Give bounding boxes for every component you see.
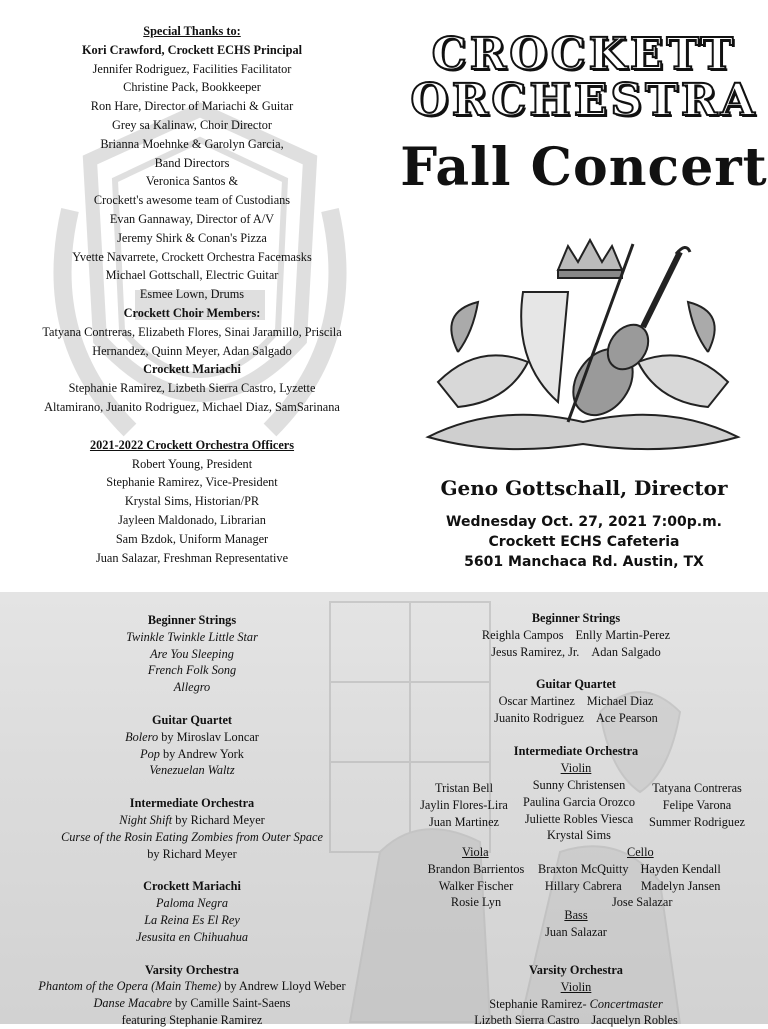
member: Braxton McQuitty: [538, 861, 629, 876]
violin-col-right: [642, 780, 752, 830]
piece-composer: by Richard Meyer: [172, 812, 265, 827]
mariachi-heading: Crockett Mariachi: [143, 362, 241, 377]
program-heading-beginner: Beginner Strings: [147, 613, 237, 627]
title-crockett: CROCKETT: [431, 29, 737, 80]
piece-title: Curse of the Rosin Eating Zombies from Outer Space: [61, 829, 323, 844]
section-label-bass: Bass: [564, 908, 588, 922]
program-heading-guitar: Guitar Quartet: [151, 712, 233, 727]
member: Jose Salazar: [612, 895, 673, 910]
member: Juan Martinez: [429, 814, 499, 829]
piece-composer: by Camille Saint-Saens: [171, 996, 291, 1011]
title-fall-concert: Fall Concert: [400, 137, 768, 198]
officer: Robert Young, President: [131, 456, 253, 471]
cello-section: [538, 844, 748, 911]
piece-title: Night Shift: [119, 812, 173, 827]
member: Stephanie Ramirez-: [489, 996, 587, 1011]
piece: [0, 746, 384, 763]
event-details: [400, 512, 768, 572]
roster-row: [384, 1012, 768, 1029]
violin-col-left: [414, 780, 514, 830]
officers-heading: 2021-2022 Crockett Orchestra Officers: [89, 437, 295, 452]
member: Juan Salazar: [545, 924, 607, 939]
piece-title: Phantom of the Opera (Main Theme): [38, 979, 222, 994]
thanks-line: Jennifer Rodriguez, Facilities Facilitator: [92, 61, 292, 76]
program-heading-varsity: Varsity Orchestra: [145, 962, 239, 977]
roster-list: [384, 610, 768, 776]
concert-title: [400, 29, 768, 198]
member: Sunny Christensen: [532, 778, 626, 792]
bass-section: [384, 907, 768, 941]
event-address: 5601 Manchaca Rd. Austin, TX: [464, 554, 704, 570]
piece: Are You Sleeping: [150, 646, 234, 661]
member: Walker Fischer: [438, 878, 514, 893]
thanks-line: Michael Gottschall, Electric Guitar: [105, 268, 279, 283]
piece: Venezuelan Waltz: [149, 763, 235, 778]
member: Enlly Martin-Perez: [575, 627, 671, 642]
member: Hillary Cabrera: [544, 878, 622, 893]
piece: La Reina Es El Rey: [144, 912, 240, 927]
officer: Jayleen Maldonado, Librarian: [118, 512, 266, 527]
piece: French Folk Song: [147, 663, 237, 678]
piece: Allegro: [173, 680, 211, 695]
thanks-line: Yvette Navarrete, Crockett Orchestra Facemasks: [72, 249, 312, 264]
member: Krystal Sims: [547, 828, 611, 843]
event-venue: Crockett ECHS Cafeteria: [488, 534, 680, 550]
event-date: Wednesday Oct. 27, 2021 7:00p.m.: [446, 514, 722, 530]
thanks-line: Jeremy Shirk & Conan's Pizza: [117, 230, 267, 245]
director-name: Geno Gottschall, Director: [440, 476, 728, 500]
thanks-line: Christine Pack, Bookkeeper: [123, 80, 261, 95]
thanks-line: Crockett's awesome team of Custodians: [93, 193, 291, 208]
member: Juanito Rodriguez: [494, 710, 584, 725]
special-thanks: [0, 22, 384, 567]
piece-composer: by Miroslav Loncar: [158, 729, 259, 744]
section-label-cello: Cello: [627, 845, 654, 859]
member: Jacquelyn Robles: [591, 1013, 678, 1028]
member: Oscar Martinez: [498, 694, 575, 709]
thanks-line: Brianna Moehnke & Garolyn Garcia,: [100, 136, 284, 151]
member: Madelyn Jansen: [640, 878, 721, 893]
program-list: [0, 612, 384, 1029]
piece: Twinkle Twinkle Little Star: [126, 629, 258, 644]
member: Tristan Bell: [435, 781, 493, 795]
piece: Jesusita en Chihuahua: [135, 929, 249, 944]
concertmaster: [384, 996, 768, 1013]
thanks-line: Esmee Lown, Drums: [139, 287, 245, 302]
member: Jaylin Flores-Lira: [420, 797, 508, 812]
piece: [0, 978, 384, 995]
section-label-violin: Violin: [560, 760, 592, 775]
roster-heading-varsity: Varsity Orchestra: [529, 963, 623, 977]
piece-composer: by Andrew York: [159, 746, 244, 761]
program-heading-mariachi: Crockett Mariachi: [143, 879, 241, 894]
member: Felipe Varona: [662, 797, 732, 812]
officer: Krystal Sims, Historian/PR: [124, 494, 260, 509]
roster-row: [384, 644, 768, 661]
piece-title: Pop: [140, 746, 160, 761]
roster-heading-beginner: Beginner Strings: [531, 611, 621, 625]
piece: [0, 812, 384, 829]
member: Summer Rodriguez: [649, 814, 745, 829]
varsity-roster: [384, 962, 768, 1029]
violin-crest-illustration: [418, 232, 748, 464]
member: Juliette Robles Viesca: [524, 811, 634, 826]
roster-heading-intermediate: Intermediate Orchestra: [513, 743, 639, 758]
choir-line: Hernandez, Quinn Meyer, Adan Salgado: [92, 343, 292, 358]
thanks-principal: Kori Crawford, Crockett ECHS Principal: [81, 42, 303, 57]
piece: Paloma Negra: [155, 896, 229, 911]
member: Reighla Campos: [481, 627, 564, 642]
thanks-heading: Special Thanks to:: [143, 24, 241, 38]
cello-col-mid: [538, 861, 629, 895]
officer: Juan Salazar, Freshman Representative: [95, 550, 289, 565]
officer: Sam Bzdok, Uniform Manager: [115, 531, 269, 546]
member: Paulina Garcia Orozco: [523, 794, 635, 809]
section-label-viola: Viola: [462, 845, 489, 859]
title-orchestra: ORCHESTRA: [410, 75, 758, 126]
thanks-line: Evan Gannaway, Director of A/V: [109, 211, 275, 226]
piece-composer: by Andrew Lloyd Weber: [221, 979, 346, 994]
thanks-line: Grey sa Kalinaw, Choir Director: [111, 117, 273, 132]
choir-heading: Crockett Choir Members:: [123, 305, 261, 320]
roster-heading-guitar: Guitar Quartet: [535, 677, 617, 692]
piece: [0, 995, 384, 1012]
mariachi-line: Altamirano, Juanito Rodriguez, Michael Diaz, SamSarinana: [44, 399, 340, 414]
piece-composer: by Richard Meyer: [147, 846, 237, 861]
member: Hayden Kendall: [640, 861, 721, 876]
roster-row: [384, 693, 768, 710]
member: Adan Salgado: [591, 644, 661, 659]
member: Rosie Lyn: [450, 895, 502, 910]
member: Lizbeth Sierra Castro: [474, 1013, 580, 1028]
roster-row: [384, 710, 768, 727]
piece-title: Bolero: [125, 729, 159, 744]
choir-line: Tatyana Contreras, Elizabeth Flores, Sinai Jaramillo, Priscila: [42, 324, 342, 339]
member: Brandon Barrientos: [427, 861, 525, 876]
thanks-line: Veronica Santos &: [145, 174, 239, 189]
member: Ace Pearson: [596, 710, 658, 725]
member: Jesus Ramirez, Jr.: [491, 644, 580, 659]
program-heading-intermediate: Intermediate Orchestra: [129, 796, 255, 811]
violin-col-mid: [514, 777, 644, 844]
member: Michael Diaz: [586, 694, 654, 709]
piece-featuring: featuring Stephanie Ramirez: [121, 1012, 263, 1027]
piece-title: Danse Macabre: [93, 996, 172, 1011]
member: Tatyana Contreras: [652, 781, 742, 795]
officer: Stephanie Ramirez, Vice-President: [106, 475, 278, 490]
mariachi-line: Stephanie Ramirez, Lizbeth Sierra Castro, Lyzette: [68, 381, 316, 396]
thanks-line: Ron Hare, Director of Mariachi & Guitar: [90, 99, 294, 114]
member-role: Concertmaster: [586, 996, 663, 1011]
viola-section: [418, 844, 534, 911]
roster-row: [384, 627, 768, 644]
piece: [0, 729, 384, 746]
section-label-violin: Violin: [560, 979, 592, 994]
cello-col-right: [641, 861, 721, 895]
thanks-line: Band Directors: [154, 155, 230, 170]
